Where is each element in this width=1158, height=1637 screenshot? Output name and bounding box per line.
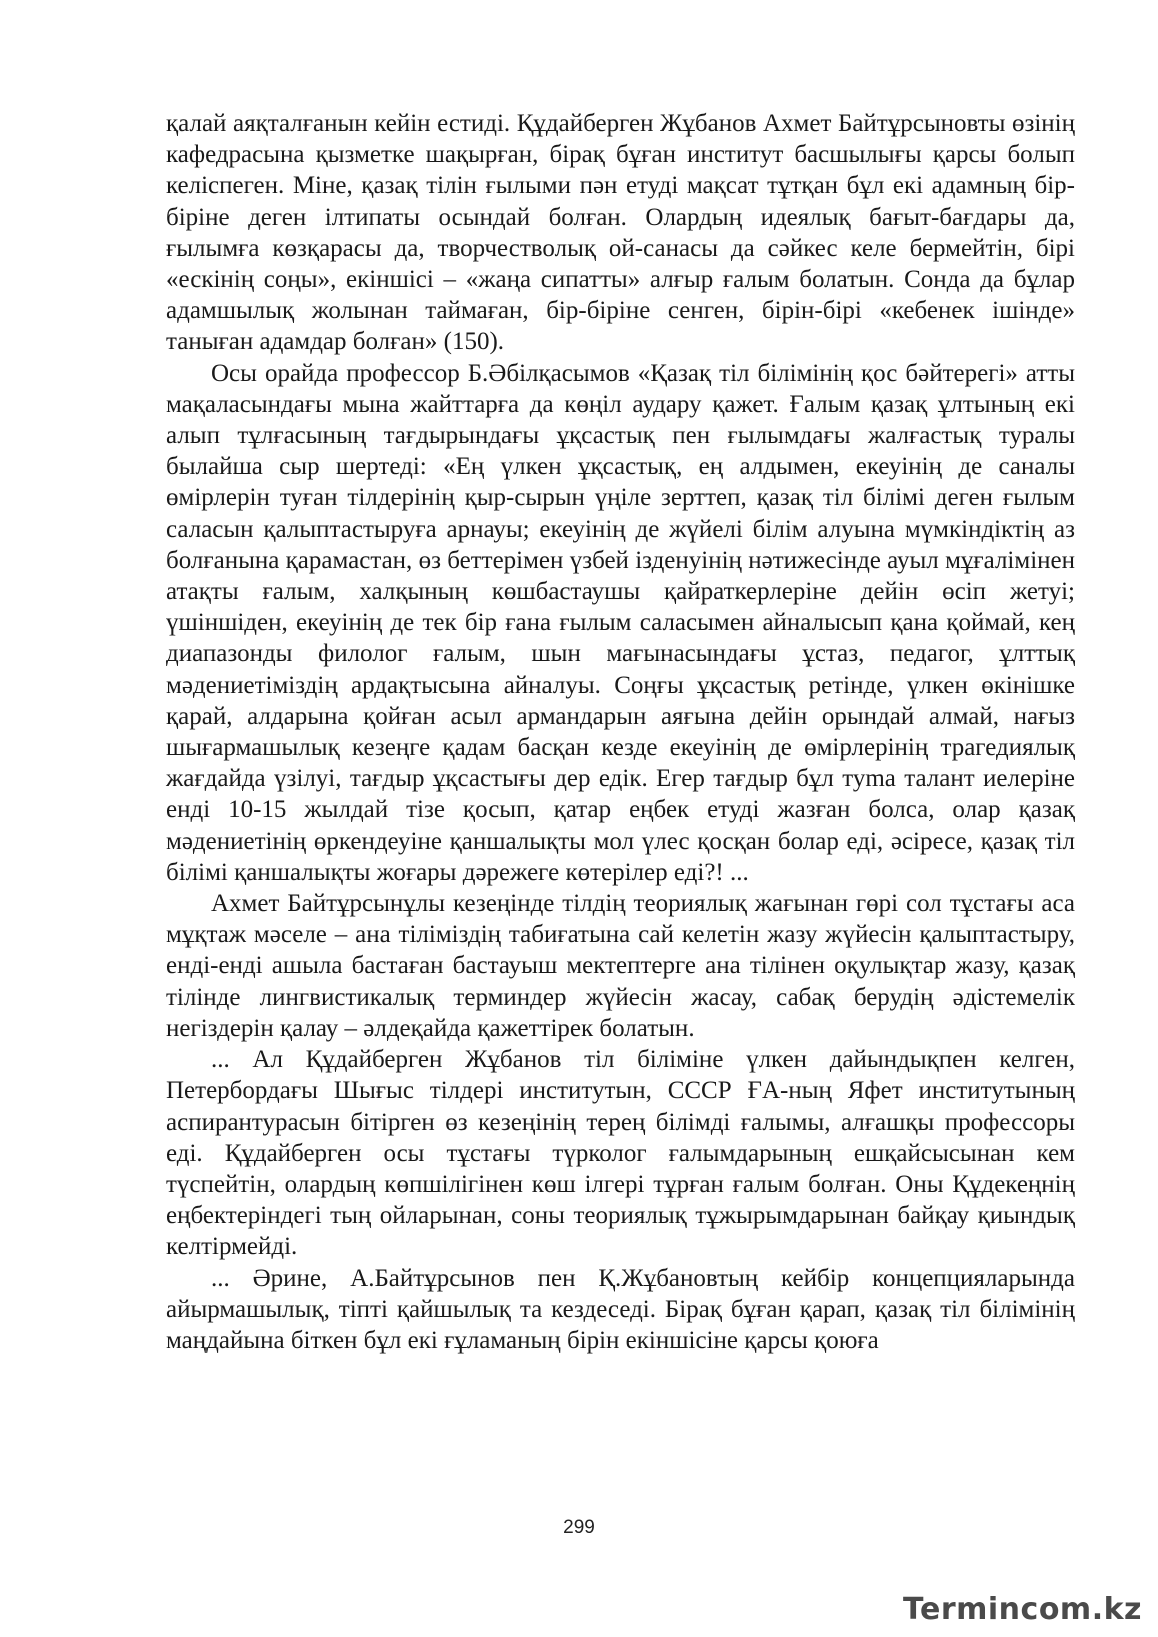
page-number: 299 [563, 1517, 595, 1538]
paragraph: ... Әрине, А.Байтұрсынов пен Қ.Жұбановтың кейбір концепцияларында айырмашылық, тіпті қайшылық та кездеседі. Бірақ бұған қарап, қазақ тіл білімінің маңдайына біткен бұл екі ғұламаның бірін екіншісіне қарсы қоюға [166, 1264, 1075, 1354]
paragraph: Осы орайда профессор Б.Әбілқасымов «Қазақ тіл білімінің қос бәйтерегі» атты мақаласындағы мына жайттарға да көңіл аудару қажет. Ғалым қазақ ұлтының екі алып тұлғасының тағдырындағы ұқсастық пен ғылымдағы жалғастық туралы былайша сыр шертеді: «Ең үлкен ұқсастық, ең алдымен, екеуінің де саналы өмірлерін туған тілдерінің қыр-сырын үңіле зерттеп, қазақ тіл білімі деген ғылым саласын қалыптастыруға арнауы; екеуінің де жүйелі білім алуына мүмкіндіктің аз болғанына қарамастан, өз беттерімен үзбей ізденуінің нәтижесінде ауыл мұғалімінен атақты ғалым, халқының көшбастаушы қайраткерлеріне дейін өсіп жетуі; үшіншіден, екеуінің де тек бір ғана ғылым саласымен айналысып қана қоймай, кең диапазонды филолог ғалым, шын мағынасындағы ұстаз, педагог, ұлттық мәдениетіміздің ардақтысына айналуы. Соңғы ұқсастық ретінде, үлкен өкінішке қарай, алдарына қойған асыл армандарын аяғына дейін орындай алмай, нағыз шығармашылық кезеңге қадам басқан кезде екеуінің де өмірлерінің трагедиялық жағдайда үзілуі, тағдыр ұқсастығы дер едік. Егер тағдыр бұл туma талант иелеріне енді 10-15 жылдай тізе қосып, қатар еңбек етуді жазған болса, олар қазақ мәдениетінің өркендеуіне қаншалықты мол үлес қосқан болар еді, әсіресе, қазақ тіл білімі қаншалықты жоғары дәрежеге көтерілер еді?! ... [166, 359, 1075, 886]
document-body [166, 108, 1075, 1356]
paragraph: қалай аяқталғанын кейін естиді. Құдайберген Жұбанов Ахмет Байтұрсыновты өзінің кафедрасына қызметке шақырған, бірақ бұған институт басшылығы қарсы болып келіспеген. Міне, қазақ тілін ғылыми пән етуді мақсат тұтқан бұл екі адамның бір-біріне деген ілтипаты осындай болған. Олардың идеялық бағыт-бағдары да, ғылымға көзқарасы да, творчестволық ой-санасы да сәйкес келе бермейтін, бірі «ескінің соңы», екіншісі – «жаңа сипатты» алғыр ғалым болатын. Сонда да бұлар адамшылық жолынан таймаған, бір-біріне сенген, бірін-бірі «кебенек ішінде» таныған адамдар болған» (150). [166, 110, 1075, 356]
paragraph: Ахмет Байтұрсынұлы кезеңінде тілдің теориялық жағынан гөрі сол тұстағы аса мұқтаж мәселе – ана тіліміздің табиғатына сай келетін жазу жүйесін қалыптастыру, енді-енді ашыла бастаған бастауыш мектептерге ана тілінен оқулықтар жазу, қазақ тілінде лингвистикалық терминдер жүйесін жасау, сабақ берудің әдістемелік негіздерін қалау – әлдеқайда қажеттірек болатын. [166, 890, 1075, 1042]
watermark-logo: Termincom.kz [903, 1592, 1142, 1627]
paragraph: ... Ал Құдайберген Жұбанов тіл біліміне үлкен дайындықпен келген, Петербордағы Шығыс тілдері институтын, СССР ҒА-ның Яфет институтының аспирантурасын бітірген өз кезеңінің терең білімді ғалымы, алғашқы профессоры еді. Құдайберген осы тұстағы түрколог ғалымдарының ешқайсысынан кем түспейтін, олардың көпшілігінен көш ілгері тұрған ғалым болған. Оны Құдекеңнің еңбектеріндегі тың ойларынан, соны теориялық тұжырымдарынан байқау қиындық келтірмейді. [166, 1046, 1075, 1261]
